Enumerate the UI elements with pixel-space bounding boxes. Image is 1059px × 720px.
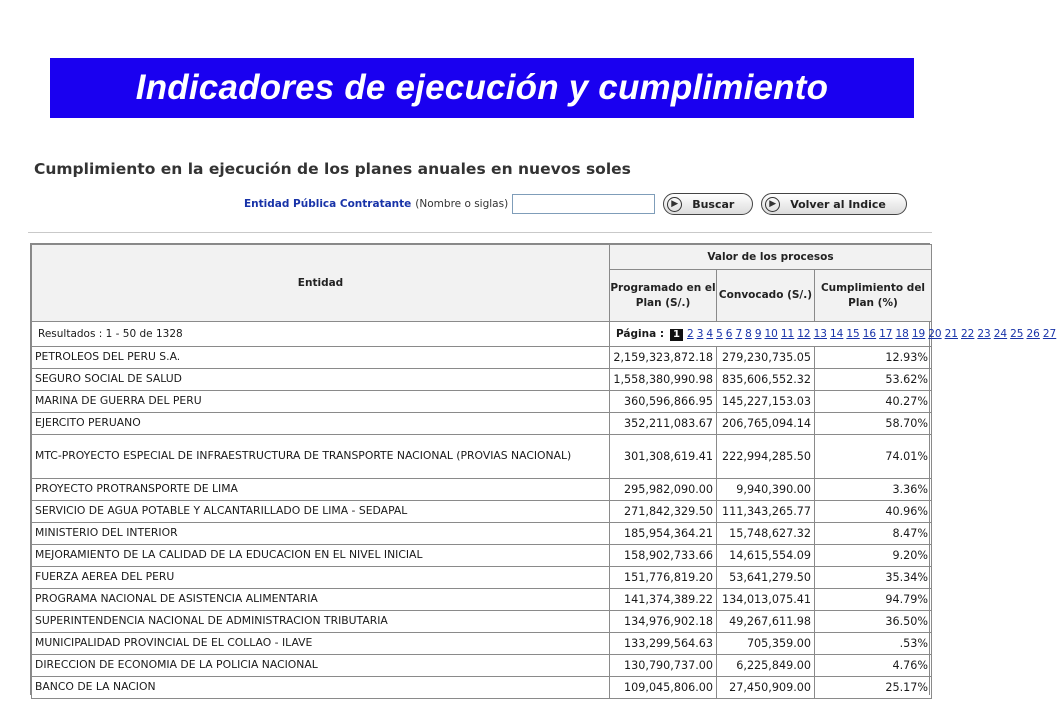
page-link[interactable]: 5 — [716, 327, 723, 340]
results-table — [31, 244, 1057, 699]
table-row — [32, 479, 932, 501]
table-row — [32, 369, 932, 391]
volver-button-label: Volver al Indice — [790, 197, 886, 211]
divider — [28, 232, 932, 233]
cell-cumplimiento: 58.70% — [815, 413, 932, 435]
cell-entidad: PROYECTO PROTRANSPORTE DE LIMA — [32, 479, 610, 501]
cell-programado: 133,299,564.63 — [610, 633, 717, 655]
column-group-header: Valor de los procesos — [610, 245, 932, 270]
cell-entidad: SEGURO SOCIAL DE SALUD — [32, 369, 610, 391]
cell-entidad: FUERZA AEREA DEL PERU — [32, 567, 610, 589]
results-summary: Resultados : 1 - 50 de 1328 — [32, 322, 610, 347]
cell-cumplimiento: 4.76% — [815, 655, 932, 677]
cell-cumplimiento: 40.96% — [815, 501, 932, 523]
page-link[interactable]: 27 — [1042, 327, 1057, 340]
cell-convocado: 705,359.00 — [717, 633, 815, 655]
arrow-right-icon: ▶ — [765, 197, 780, 212]
cell-cumplimiento: 25.17% — [815, 677, 932, 699]
search-bar — [244, 193, 934, 215]
cell-cumplimiento: 3.36% — [815, 479, 932, 501]
table-row — [32, 567, 932, 589]
buscar-button-label: Buscar — [692, 197, 735, 211]
cell-convocado: 835,606,552.32 — [717, 369, 815, 391]
page-links — [687, 328, 1059, 340]
page-link[interactable]: 15 — [846, 327, 860, 340]
page-link[interactable]: 21 — [944, 327, 958, 340]
search-label: Entidad Pública Contratante — [244, 198, 412, 210]
page-link[interactable]: 16 — [862, 327, 877, 340]
column-header-cumplimiento: Cumplimiento del Plan (%) — [815, 270, 932, 322]
cell-convocado: 49,267,611.98 — [717, 611, 815, 633]
cell-cumplimiento: .53% — [815, 633, 932, 655]
cell-programado: 158,902,733.66 — [610, 545, 717, 567]
cell-entidad: MEJORAMIENTO DE LA CALIDAD DE LA EDUCACION EN EL NIVEL INICIAL — [32, 545, 610, 567]
page-link[interactable]: 8 — [745, 327, 752, 340]
page-link[interactable]: 7 — [735, 327, 743, 340]
cell-programado: 271,842,329.50 — [610, 501, 717, 523]
table-row — [32, 501, 932, 523]
cell-convocado: 6,225,849.00 — [717, 655, 815, 677]
volver-indice-button[interactable] — [761, 193, 907, 215]
table-row — [32, 677, 932, 699]
cell-convocado: 14,615,554.09 — [717, 545, 815, 567]
cell-cumplimiento: 8.47% — [815, 523, 932, 545]
page-link[interactable]: 17 — [879, 327, 893, 340]
page-link[interactable]: 22 — [961, 327, 975, 340]
page-link[interactable]: 2 — [687, 327, 694, 340]
page-link[interactable]: 18 — [895, 327, 909, 340]
cell-convocado: 9,940,390.00 — [717, 479, 815, 501]
table-row — [32, 523, 932, 545]
column-header-convocado: Convocado (S/.) — [717, 270, 815, 322]
page-title-banner — [50, 58, 914, 118]
cell-entidad: PETROLEOS DEL PERU S.A. — [32, 347, 610, 369]
arrow-right-icon: ▶ — [667, 197, 682, 212]
cell-cumplimiento: 9.20% — [815, 545, 932, 567]
page-link[interactable]: 13 — [813, 327, 827, 340]
cell-entidad: MARINA DE GUERRA DEL PERU — [32, 391, 610, 413]
page-link[interactable]: 12 — [797, 327, 811, 340]
cell-programado: 352,211,083.67 — [610, 413, 717, 435]
cell-programado: 295,982,090.00 — [610, 479, 717, 501]
cell-cumplimiento: 53.62% — [815, 369, 932, 391]
table-row — [32, 611, 932, 633]
page-link[interactable]: 4 — [706, 327, 714, 340]
cell-programado: 134,976,902.18 — [610, 611, 717, 633]
page-link[interactable]: 11 — [780, 327, 795, 340]
cell-cumplimiento: 12.93% — [815, 347, 932, 369]
entity-search-input[interactable] — [512, 194, 655, 214]
cell-entidad: EJERCITO PERUANO — [32, 413, 610, 435]
table-row — [32, 633, 932, 655]
table-row — [32, 347, 932, 369]
page-link[interactable]: 9 — [754, 327, 762, 340]
cell-programado: 130,790,737.00 — [610, 655, 717, 677]
buscar-button[interactable] — [663, 193, 753, 215]
page-link[interactable]: 10 — [764, 327, 778, 340]
page-link[interactable]: 26 — [1026, 327, 1040, 340]
page-current: 1 — [670, 329, 683, 341]
cell-convocado: 27,450,909.00 — [717, 677, 815, 699]
cell-programado: 109,045,806.00 — [610, 677, 717, 699]
page-link[interactable]: 24 — [993, 327, 1008, 340]
cell-entidad: MUNICIPALIDAD PROVINCIAL DE EL COLLAO - ILAVE — [32, 633, 610, 655]
cell-programado: 185,954,364.21 — [610, 523, 717, 545]
cell-convocado: 111,343,265.77 — [717, 501, 815, 523]
table-row — [32, 655, 932, 677]
cell-convocado: 53,641,279.50 — [717, 567, 815, 589]
table-row — [32, 589, 932, 611]
cell-programado: 1,558,380,990.98 — [610, 369, 717, 391]
cell-cumplimiento: 40.27% — [815, 391, 932, 413]
page-link[interactable]: 25 — [1010, 327, 1024, 340]
cell-convocado: 206,765,094.14 — [717, 413, 815, 435]
pager-row — [32, 322, 932, 347]
cell-programado: 301,308,619.41 — [610, 435, 717, 479]
page-title: Indicadores de ejecución y cumplimiento — [135, 68, 829, 107]
cell-cumplimiento: 94.79% — [815, 589, 932, 611]
pagination — [610, 322, 1057, 347]
pagination-label: Página : — [616, 327, 665, 340]
cell-convocado: 15,748,627.32 — [717, 523, 815, 545]
table-row — [32, 391, 932, 413]
cell-entidad: PROGRAMA NACIONAL DE ASISTENCIA ALIMENTARIA — [32, 589, 610, 611]
page-link[interactable]: 23 — [977, 327, 991, 340]
table-row — [32, 413, 932, 435]
table-row — [32, 435, 932, 479]
column-header-entidad: Entidad — [32, 245, 610, 322]
cell-cumplimiento: 35.34% — [815, 567, 932, 589]
cell-cumplimiento: 74.01% — [815, 435, 932, 479]
cell-convocado: 134,013,075.41 — [717, 589, 815, 611]
cell-programado: 141,374,389.22 — [610, 589, 717, 611]
table-row — [32, 545, 932, 567]
section-subtitle: Cumplimiento en la ejecución de los planes anuales en nuevos soles — [34, 160, 631, 178]
cell-convocado: 222,994,285.50 — [717, 435, 815, 479]
cell-entidad: BANCO DE LA NACION — [32, 677, 610, 699]
cell-convocado: 145,227,153.03 — [717, 391, 815, 413]
page-link[interactable]: 20 — [928, 327, 942, 340]
table-body — [32, 347, 932, 699]
cell-entidad: SERVICIO DE AGUA POTABLE Y ALCANTARILLADO DE LIMA - SEDAPAL — [32, 501, 610, 523]
cell-programado: 151,776,819.20 — [610, 567, 717, 589]
search-hint: (Nombre o siglas) — [415, 198, 509, 210]
results-table-container — [30, 243, 1057, 695]
cell-convocado: 279,230,735.05 — [717, 347, 815, 369]
column-header-programado: Programado en el Plan (S/.) — [610, 270, 717, 322]
cell-entidad: MTC-PROYECTO ESPECIAL DE INFRAESTRUCTURA DE TRANSPORTE NACIONAL (PROVIAS NACIONAL) — [32, 435, 610, 479]
cell-entidad: MINISTERIO DEL INTERIOR — [32, 523, 610, 545]
cell-cumplimiento: 36.50% — [815, 611, 932, 633]
cell-entidad: SUPERINTENDENCIA NACIONAL DE ADMINISTRACION TRIBUTARIA — [32, 611, 610, 633]
cell-entidad: DIRECCION DE ECONOMIA DE LA POLICIA NACIONAL — [32, 655, 610, 677]
page-link[interactable]: 14 — [830, 327, 844, 340]
cell-programado: 2,159,323,872.18 — [610, 347, 717, 369]
page-link[interactable]: 3 — [696, 327, 704, 340]
page-link[interactable]: 6 — [725, 327, 733, 340]
page-link[interactable]: 19 — [911, 327, 926, 340]
cell-programado: 360,596,866.95 — [610, 391, 717, 413]
